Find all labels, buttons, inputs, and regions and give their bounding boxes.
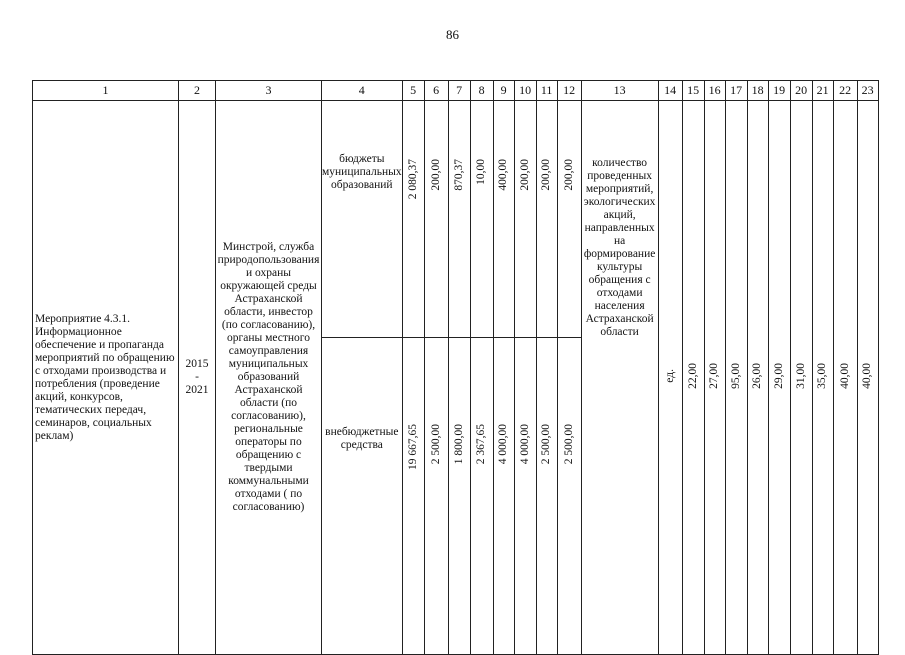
value-cell xyxy=(424,338,448,655)
value-cell xyxy=(493,101,514,338)
value: 4 000,00 xyxy=(518,424,531,465)
target-value: 40,00 xyxy=(838,362,851,389)
col-header: 22 xyxy=(833,81,857,101)
value-cell xyxy=(557,338,581,655)
col-header: 17 xyxy=(725,81,747,101)
col-header: 4 xyxy=(322,81,403,101)
col-header: 13 xyxy=(581,81,658,101)
col-header: 21 xyxy=(812,81,833,101)
executors-cell: Минстрой, служба природопользования и охраны окружающей среды Астраханской области, инвестор (по согласованию), органы местного самоуправления муниципальных образований Астраханской области (по согласованию), региональные операторы по обращению с твердыми коммунальными отходами ( по согласованию) xyxy=(216,101,322,655)
target-cell xyxy=(704,101,725,655)
value: 200,00 xyxy=(429,159,442,191)
col-header: 5 xyxy=(402,81,424,101)
col-header: 14 xyxy=(658,81,682,101)
table-row xyxy=(33,101,879,338)
value-cell xyxy=(402,338,424,655)
value-cell xyxy=(448,101,470,338)
value: 1 800,00 xyxy=(452,424,465,465)
target-value: 95,00 xyxy=(729,362,742,389)
value: 2 500,00 xyxy=(562,424,575,465)
period-dash: - xyxy=(195,371,199,383)
value: 400,00 xyxy=(497,159,510,191)
col-header: 18 xyxy=(747,81,768,101)
col-header: 9 xyxy=(493,81,514,101)
period-start: 2015 xyxy=(185,358,209,370)
event-cell: Мероприятие 4.3.1. Информационное обеспечение и пропаганда мероприятий по обращению с отходами производства и потребления (проведение акций, конкурсов, тематических передач, семинаров, социальных реклам) xyxy=(33,101,179,655)
col-header: 3 xyxy=(216,81,322,101)
funding-source-cell: бюджеты муниципальных образований xyxy=(322,101,403,338)
value: 4 000,00 xyxy=(497,424,510,465)
value: 19 667,65 xyxy=(406,424,419,470)
value-cell xyxy=(424,101,448,338)
col-header: 1 xyxy=(33,81,179,101)
col-header: 19 xyxy=(768,81,790,101)
funding-source-cell: внебюджетные средства xyxy=(322,338,403,655)
program-table xyxy=(32,80,879,655)
target-value: 31,00 xyxy=(794,362,807,389)
target-cell xyxy=(833,101,857,655)
unit: ед. xyxy=(663,368,676,383)
col-header: 11 xyxy=(536,81,557,101)
value: 2 500,00 xyxy=(540,424,553,465)
value-cell xyxy=(448,338,470,655)
col-header: 2 xyxy=(179,81,216,101)
col-header: 16 xyxy=(704,81,725,101)
target-value: 40,00 xyxy=(861,362,874,389)
value-cell xyxy=(514,101,536,338)
value: 10,00 xyxy=(475,159,488,185)
target-cell xyxy=(857,101,878,655)
target-value: 26,00 xyxy=(751,362,764,389)
value-cell xyxy=(493,338,514,655)
value-cell xyxy=(557,101,581,338)
col-header: 15 xyxy=(682,81,704,101)
value: 2 080,37 xyxy=(406,159,419,200)
page-number: 86 xyxy=(446,27,459,42)
value: 2 500,00 xyxy=(429,424,442,465)
unit-cell xyxy=(658,101,682,655)
indicator-cell: количество проведенных мероприятий, экологических акций, направленных на формирование культуры обращения с отходами населения Астраханской области xyxy=(581,101,658,655)
value: 870,37 xyxy=(452,159,465,191)
col-header: 8 xyxy=(470,81,493,101)
value: 200,00 xyxy=(540,159,553,191)
value-cell xyxy=(470,338,493,655)
col-header: 6 xyxy=(424,81,448,101)
col-header: 12 xyxy=(557,81,581,101)
target-cell xyxy=(812,101,833,655)
target-value: 29,00 xyxy=(772,362,785,389)
value: 200,00 xyxy=(518,159,531,191)
value-cell xyxy=(402,101,424,338)
col-header: 10 xyxy=(514,81,536,101)
target-cell xyxy=(725,101,747,655)
value: 2 367,65 xyxy=(475,424,488,465)
value-cell xyxy=(536,101,557,338)
value-cell xyxy=(514,338,536,655)
target-cell xyxy=(682,101,704,655)
period-end: 2021 xyxy=(185,384,209,396)
col-header: 20 xyxy=(790,81,812,101)
target-cell xyxy=(768,101,790,655)
target-value: 27,00 xyxy=(708,362,721,389)
period-cell xyxy=(179,101,216,655)
target-cell xyxy=(747,101,768,655)
col-header: 23 xyxy=(857,81,878,101)
value: 200,00 xyxy=(562,159,575,191)
header-row xyxy=(33,81,879,101)
target-value: 22,00 xyxy=(686,362,699,389)
target-cell xyxy=(790,101,812,655)
col-header: 7 xyxy=(448,81,470,101)
value-cell xyxy=(470,101,493,338)
value-cell xyxy=(536,338,557,655)
target-value: 35,00 xyxy=(816,362,829,389)
